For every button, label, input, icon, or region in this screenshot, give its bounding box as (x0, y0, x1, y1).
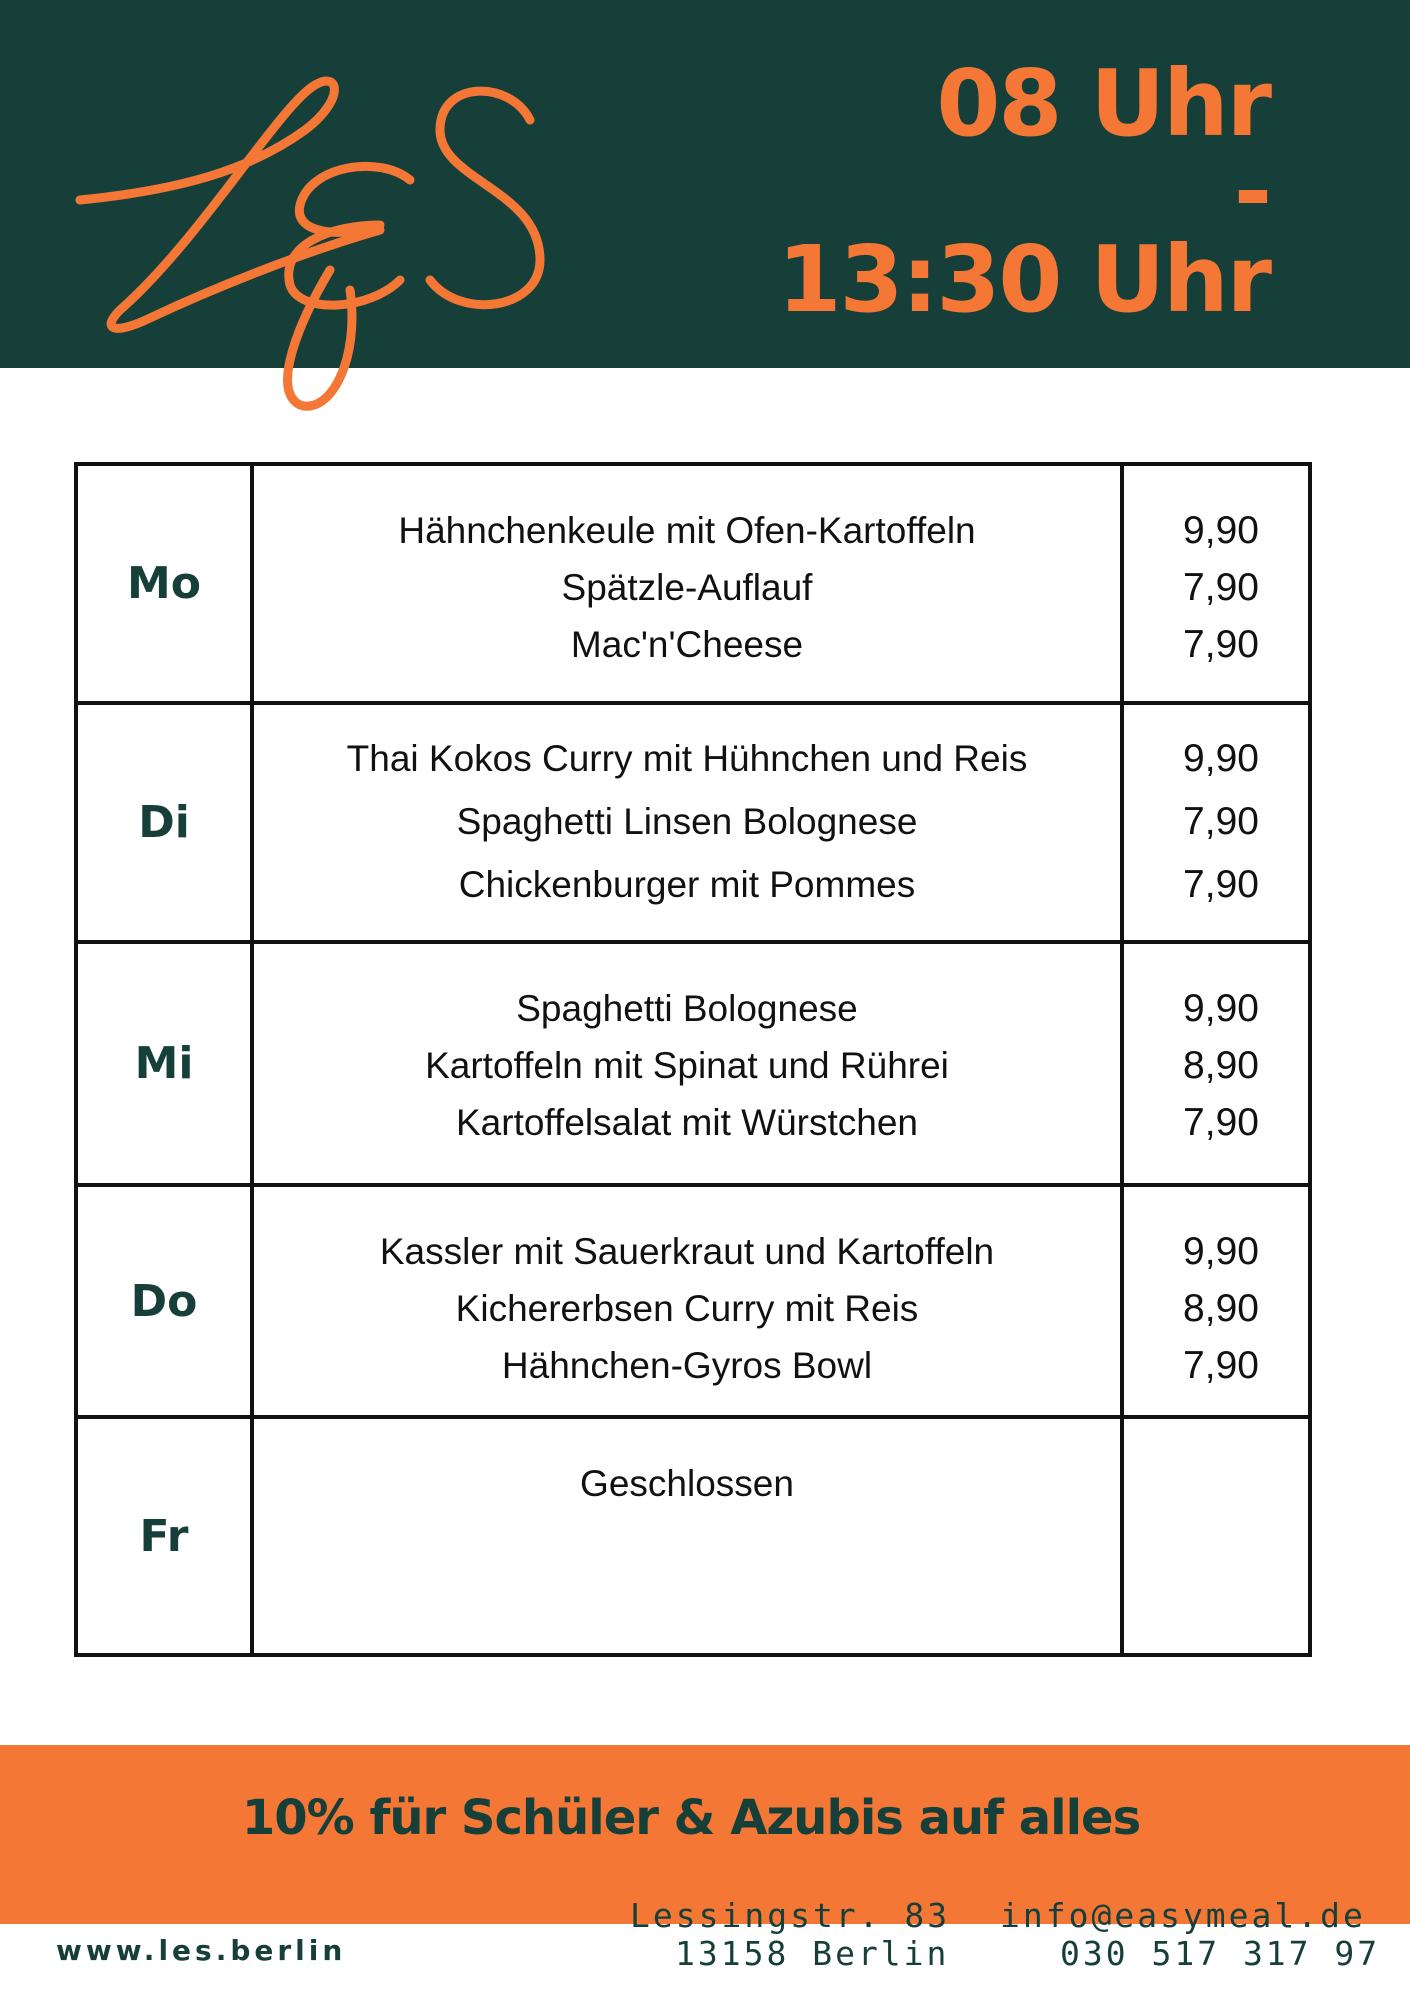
dish-item: Thai Kokos Curry mit Hühnchen und Reis (346, 738, 1028, 779)
dish-item: Spaghetti Bolognese (516, 988, 858, 1029)
dish-item: Chickenburger mit Pommes (458, 864, 916, 905)
dish-item: Geschlossen (580, 1463, 794, 1504)
header-banner (0, 0, 1410, 368)
price-item: 9,90 (1183, 509, 1259, 552)
hours-close: 13:30 Uhr (777, 226, 1270, 333)
price-item: 7,90 (1183, 623, 1259, 666)
price-list (1122, 1185, 1310, 1417)
price-item: 9,90 (1183, 987, 1259, 1030)
address-street: Lessingstr. 83 (630, 1896, 951, 1935)
day-label: Do (76, 1185, 252, 1417)
dish-item: Mac'n'Cheese (570, 624, 804, 665)
dish-list (252, 942, 1122, 1185)
contact-email: info@easymeal.de (1000, 1896, 1366, 1935)
dish-list (252, 703, 1122, 942)
day-label: Mi (76, 942, 252, 1185)
price-list (1122, 703, 1310, 942)
price-item: 8,90 (1183, 1044, 1259, 1087)
price-item: 9,90 (1183, 737, 1259, 780)
price-list (1122, 942, 1310, 1185)
price-item: 9,90 (1183, 1230, 1259, 1273)
hours-separator: - (1233, 138, 1270, 245)
price-item: 7,90 (1183, 800, 1259, 843)
price-list (1122, 464, 1310, 703)
menu-row-do (76, 1185, 1310, 1417)
dish-list (252, 464, 1122, 703)
menu-row-di (76, 703, 1310, 942)
opening-hours (670, 50, 1270, 333)
les-logo (60, 60, 580, 430)
dish-list (252, 1185, 1122, 1417)
price-item: 7,90 (1183, 1344, 1259, 1387)
hours-open: 08 Uhr (936, 50, 1270, 157)
menu-row-fr (76, 1417, 1310, 1655)
weekly-menu-table (74, 462, 1312, 1657)
dish-item: Kartoffelsalat mit Würstchen (456, 1102, 918, 1143)
day-label: Fr (76, 1417, 252, 1655)
dish-item: Spätzle-Auflauf (561, 567, 813, 608)
dish-item: Kartoffeln mit Spinat und Rührei (425, 1045, 949, 1086)
dish-list (252, 1417, 1122, 1655)
dish-item: Kichererbsen Curry mit Reis (455, 1288, 919, 1329)
day-label: Di (76, 703, 252, 942)
price-item: 8,90 (1183, 1287, 1259, 1330)
price-item: 7,90 (1183, 863, 1259, 906)
menu-row-mo (76, 464, 1310, 703)
dish-item: Hähnchenkeule mit Ofen-Kartoffeln (398, 510, 976, 551)
contact-phone: 030 517 317 97 (1060, 1934, 1381, 1973)
dish-item: Spaghetti Linsen Bolognese (456, 801, 918, 842)
dish-item: Hähnchen-Gyros Bowl (501, 1345, 873, 1386)
promo-text: 10% für Schüler & Azubis auf alles (241, 1790, 1141, 1846)
price-list (1122, 1417, 1310, 1655)
price-item: 7,90 (1183, 1101, 1259, 1144)
website-link[interactable]: www.les.berlin (56, 1934, 347, 1967)
day-label: Mo (76, 464, 252, 703)
menu-row-mi (76, 942, 1310, 1185)
address-city: 13158 Berlin (675, 1934, 950, 1973)
price-item: 7,90 (1183, 566, 1259, 609)
dish-item: Kassler mit Sauerkraut und Kartoffeln (379, 1231, 995, 1272)
